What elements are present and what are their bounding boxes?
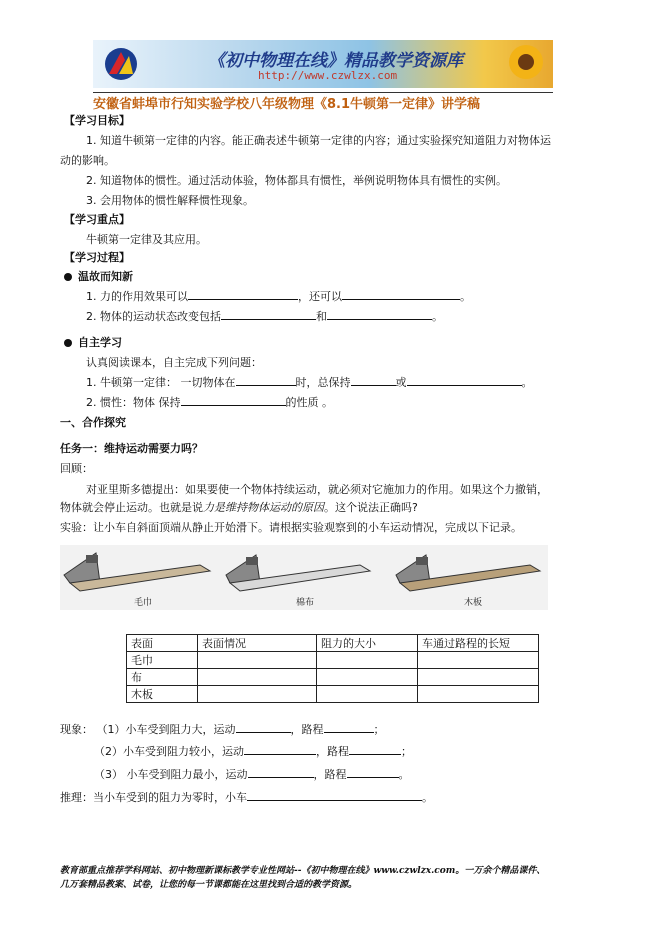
record-table bbox=[126, 634, 539, 703]
self-intro: 认真阅读课本，自主完成下列问题： bbox=[86, 356, 262, 369]
banner-title: 《初中物理在线》精品教学资源库 bbox=[208, 51, 463, 71]
table-row bbox=[127, 652, 539, 669]
bullet-icon bbox=[64, 339, 72, 347]
table-cell[interactable] bbox=[418, 669, 539, 686]
phenomenon-1: 现象： （1）小车受到阻力大，运动 ，路程 ； bbox=[60, 723, 385, 736]
recall-text-2: 物体就会停止运动。也就是说力是维持物体运动的原因。这个说法正确吗? bbox=[60, 501, 418, 514]
table-cell[interactable] bbox=[198, 669, 317, 686]
review-heading: 温故而知新 bbox=[64, 268, 133, 284]
coop-heading: 一、合作探究 bbox=[60, 416, 126, 429]
answer-blank[interactable] bbox=[407, 374, 522, 386]
table-cell[interactable] bbox=[317, 669, 418, 686]
answer-blank[interactable] bbox=[247, 789, 422, 801]
recall-label: 回顾： bbox=[60, 462, 93, 475]
table-cell: 毛巾 bbox=[127, 652, 198, 669]
answer-blank[interactable] bbox=[181, 394, 286, 406]
phenomenon-2: （2）小车受到阻力较小，运动 ，路程 ； bbox=[94, 745, 412, 758]
review-1: 1. 力的作用效果可以 ，还可以 。 bbox=[86, 290, 471, 303]
figure-label-wood: 木板 bbox=[464, 598, 483, 608]
footer-line-2: 几万套精品教案、试卷，让您的每一节课都能在这里找到合适的教学资源。 bbox=[60, 880, 358, 890]
inference: 推理：当小车受到的阻力为零时，小车 。 bbox=[60, 791, 433, 804]
table-cell: 木板 bbox=[127, 686, 198, 703]
goal-2: 2. 知道物体的惯性。通过活动体验，物体都具有惯性，举例说明物体具有惯性的实例。 bbox=[86, 174, 507, 187]
answer-blank[interactable] bbox=[221, 308, 316, 320]
page-footer bbox=[60, 864, 600, 892]
answer-blank[interactable] bbox=[347, 766, 399, 778]
answer-blank[interactable] bbox=[342, 288, 460, 300]
key-text: 牛顿第一定律及其应用。 bbox=[86, 233, 207, 246]
table-cell[interactable] bbox=[198, 686, 317, 703]
ramp-experiment-figure bbox=[60, 545, 548, 610]
experiment-text: 实验：让小车自斜面顶端从静止开始滑下。请根据实验观察到的小车运动情况，完成以下记录。 bbox=[60, 521, 522, 534]
answer-blank[interactable] bbox=[248, 766, 314, 778]
goal-1-cont: 动的影响。 bbox=[60, 154, 115, 167]
table-cell[interactable] bbox=[418, 652, 539, 669]
table-cell[interactable] bbox=[317, 686, 418, 703]
answer-blank[interactable] bbox=[244, 743, 316, 755]
table-cell[interactable] bbox=[317, 652, 418, 669]
banner-url: http://www.czwlzx.com bbox=[258, 69, 398, 82]
self-study-heading: 自主学习 bbox=[64, 334, 122, 350]
footer-line-1: 教育部重点推荐学科网站、初中物理新课标教学专业性网站--《初中物理在线》www.czwlzx.com。一万余个精品课件、 bbox=[60, 866, 546, 876]
self-1: 1. 牛顿第一定律： 一切物体在 时，总保持 或 。 bbox=[86, 376, 533, 389]
figure-label-towel: 毛巾 bbox=[134, 598, 153, 608]
key-heading: 【学习重点】 bbox=[64, 213, 130, 226]
header-banner bbox=[93, 40, 553, 88]
sunflower-icon bbox=[507, 43, 545, 81]
answer-blank[interactable] bbox=[349, 743, 401, 755]
answer-blank[interactable] bbox=[351, 374, 396, 386]
self-2: 2. 惯性：物体 保持 的性质 。 bbox=[86, 396, 333, 409]
page-title: 安徽省蚌埠市行知实验学校八年级物理《8.1牛顿第一定律》讲学稿 bbox=[93, 97, 481, 112]
table-header-row bbox=[127, 635, 539, 652]
answer-blank[interactable] bbox=[188, 288, 298, 300]
goal-3: 3. 会用物体的惯性解释惯性现象。 bbox=[86, 194, 254, 207]
table-header: 阻力的大小 bbox=[317, 635, 418, 652]
process-heading: 【学习过程】 bbox=[64, 251, 130, 264]
table-row bbox=[127, 686, 539, 703]
table-cell[interactable] bbox=[418, 686, 539, 703]
figure-label-cotton: 棉布 bbox=[296, 598, 315, 608]
task-1: 任务一：维持运动需要力吗？ bbox=[60, 442, 203, 455]
review-2: 2. 物体的运动状态改变包括 和 。 bbox=[86, 310, 443, 323]
table-header: 表面 bbox=[127, 635, 198, 652]
answer-blank[interactable] bbox=[236, 721, 291, 733]
logo-icon bbox=[101, 46, 141, 82]
phenomenon-3: （3） 小车受到阻力最小，运动 ，路程 。 bbox=[94, 768, 410, 781]
answer-blank[interactable] bbox=[324, 721, 374, 733]
table-cell[interactable] bbox=[198, 652, 317, 669]
bullet-icon bbox=[64, 273, 72, 281]
table-cell: 布 bbox=[127, 669, 198, 686]
table-header: 车通过路程的长短 bbox=[418, 635, 539, 652]
goals-heading: 【学习目标】 bbox=[64, 114, 130, 127]
answer-blank[interactable] bbox=[327, 308, 432, 320]
answer-blank[interactable] bbox=[236, 374, 296, 386]
goal-1: 1. 知道牛顿第一定律的内容。能正确表述牛顿第一定律的内容；通过实验探究知道阻力对物体运 bbox=[86, 134, 551, 147]
table-row bbox=[127, 669, 539, 686]
recall-text-1: 对亚里斯多德提出：如果要使一个物体持续运动，就必须对它施加力的作用。如果这个力撤销， bbox=[86, 483, 548, 496]
table-header: 表面情况 bbox=[198, 635, 317, 652]
